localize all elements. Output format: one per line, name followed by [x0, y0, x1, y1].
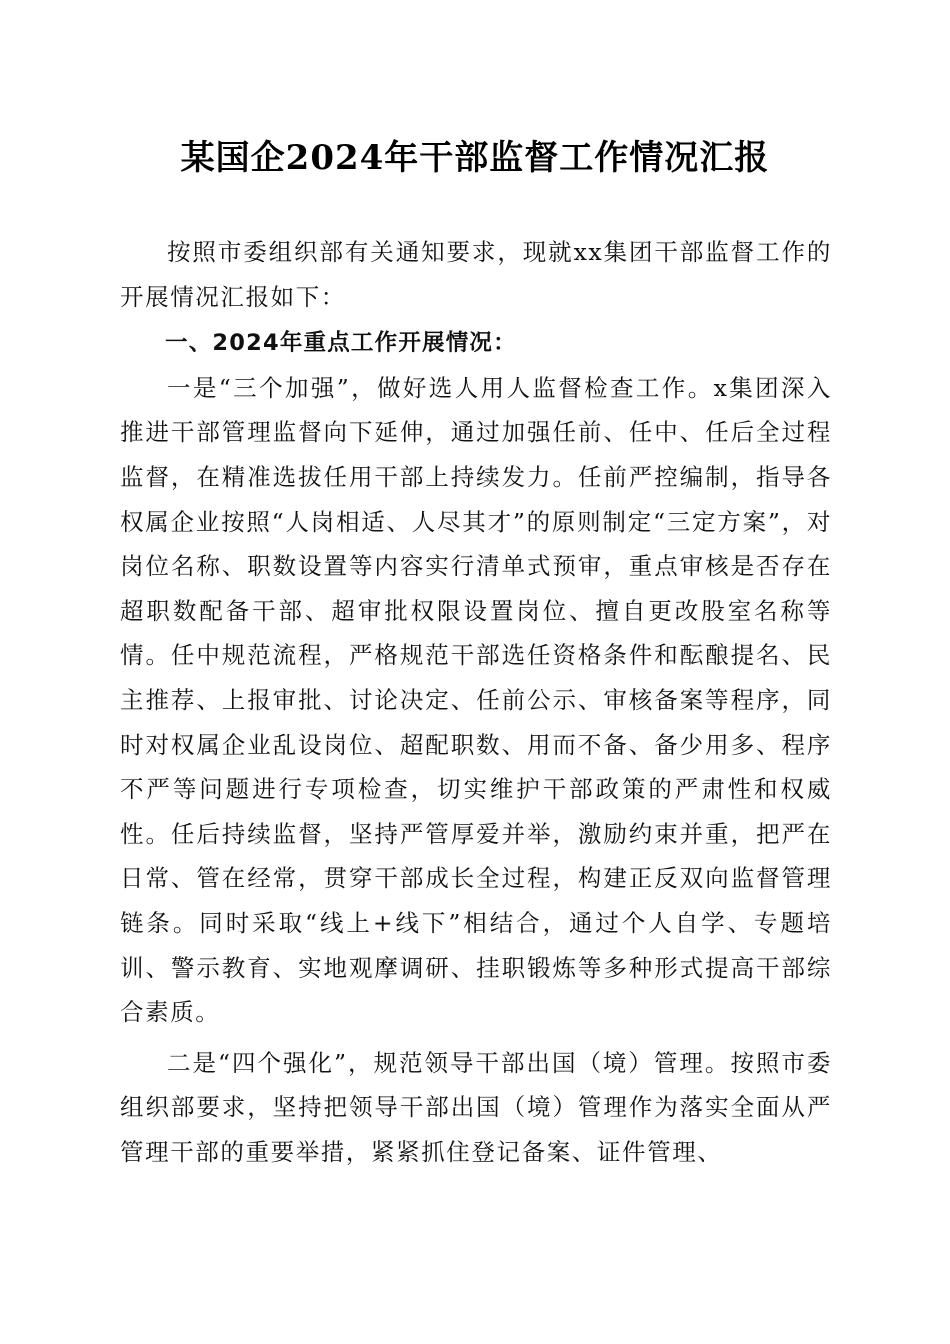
- body-paragraph-2: 二是“四个强化”，规范领导干部出国（境）管理。按照市委组织部要求，坚持把领导干部出国（境）管理作为落实全面从严管理干部的重要举措，紧紧抓住登记备案、证件管理、: [120, 1048, 832, 1166]
- body-paragraph-1: 一是“三个加强”，做好选人用人监督检查工作。x集团深入推进干部管理监督向下延伸，通过加强任前、任中、任后全过程监督，在精准选拔任用干部上持续发力。任前严控编制，指导各权属企业按照“人岗相适、人尽其才”的原则制定“三定方案”，对岗位名称、职数设置等内容实行清单式预审，重点审核是否存在超职数配备干部、超审批权限设置岗位、擅自更改股室名称等情。任中规范流程，严格规范干部选任资格条件和酝酿提名、民主推荐、上报审批、讨论决定、任前公示、审核备案等程序，同时对权属企业乱设岗位、超配职数、用而不备、备少用多、程序不严等问题进行专项检查，切实维护干部政策的严肃性和权威性。任后持续监督，坚持严管厚爱并举，激励约束并重，把严在日常、管在经常，贯穿干部成长全过程，构建正反双向监督管理链条。同时采取“线上+线下”相结合，通过个人自学、专题培训、警示教育、实地观摩调研、挂职锻炼等多种形式提高干部综合素质。: [120, 373, 832, 1027]
- document-title: 某国企2024年干部监督工作情况汇报: [180, 138, 770, 178]
- intro-paragraph: 按照市委组织部有关通知要求，现就xx集团干部监督工作的开展情况汇报如下：: [120, 238, 832, 311]
- section-heading: 一、2024年重点工作开展情况：: [165, 330, 517, 357]
- document-body: [120, 230, 832, 1174]
